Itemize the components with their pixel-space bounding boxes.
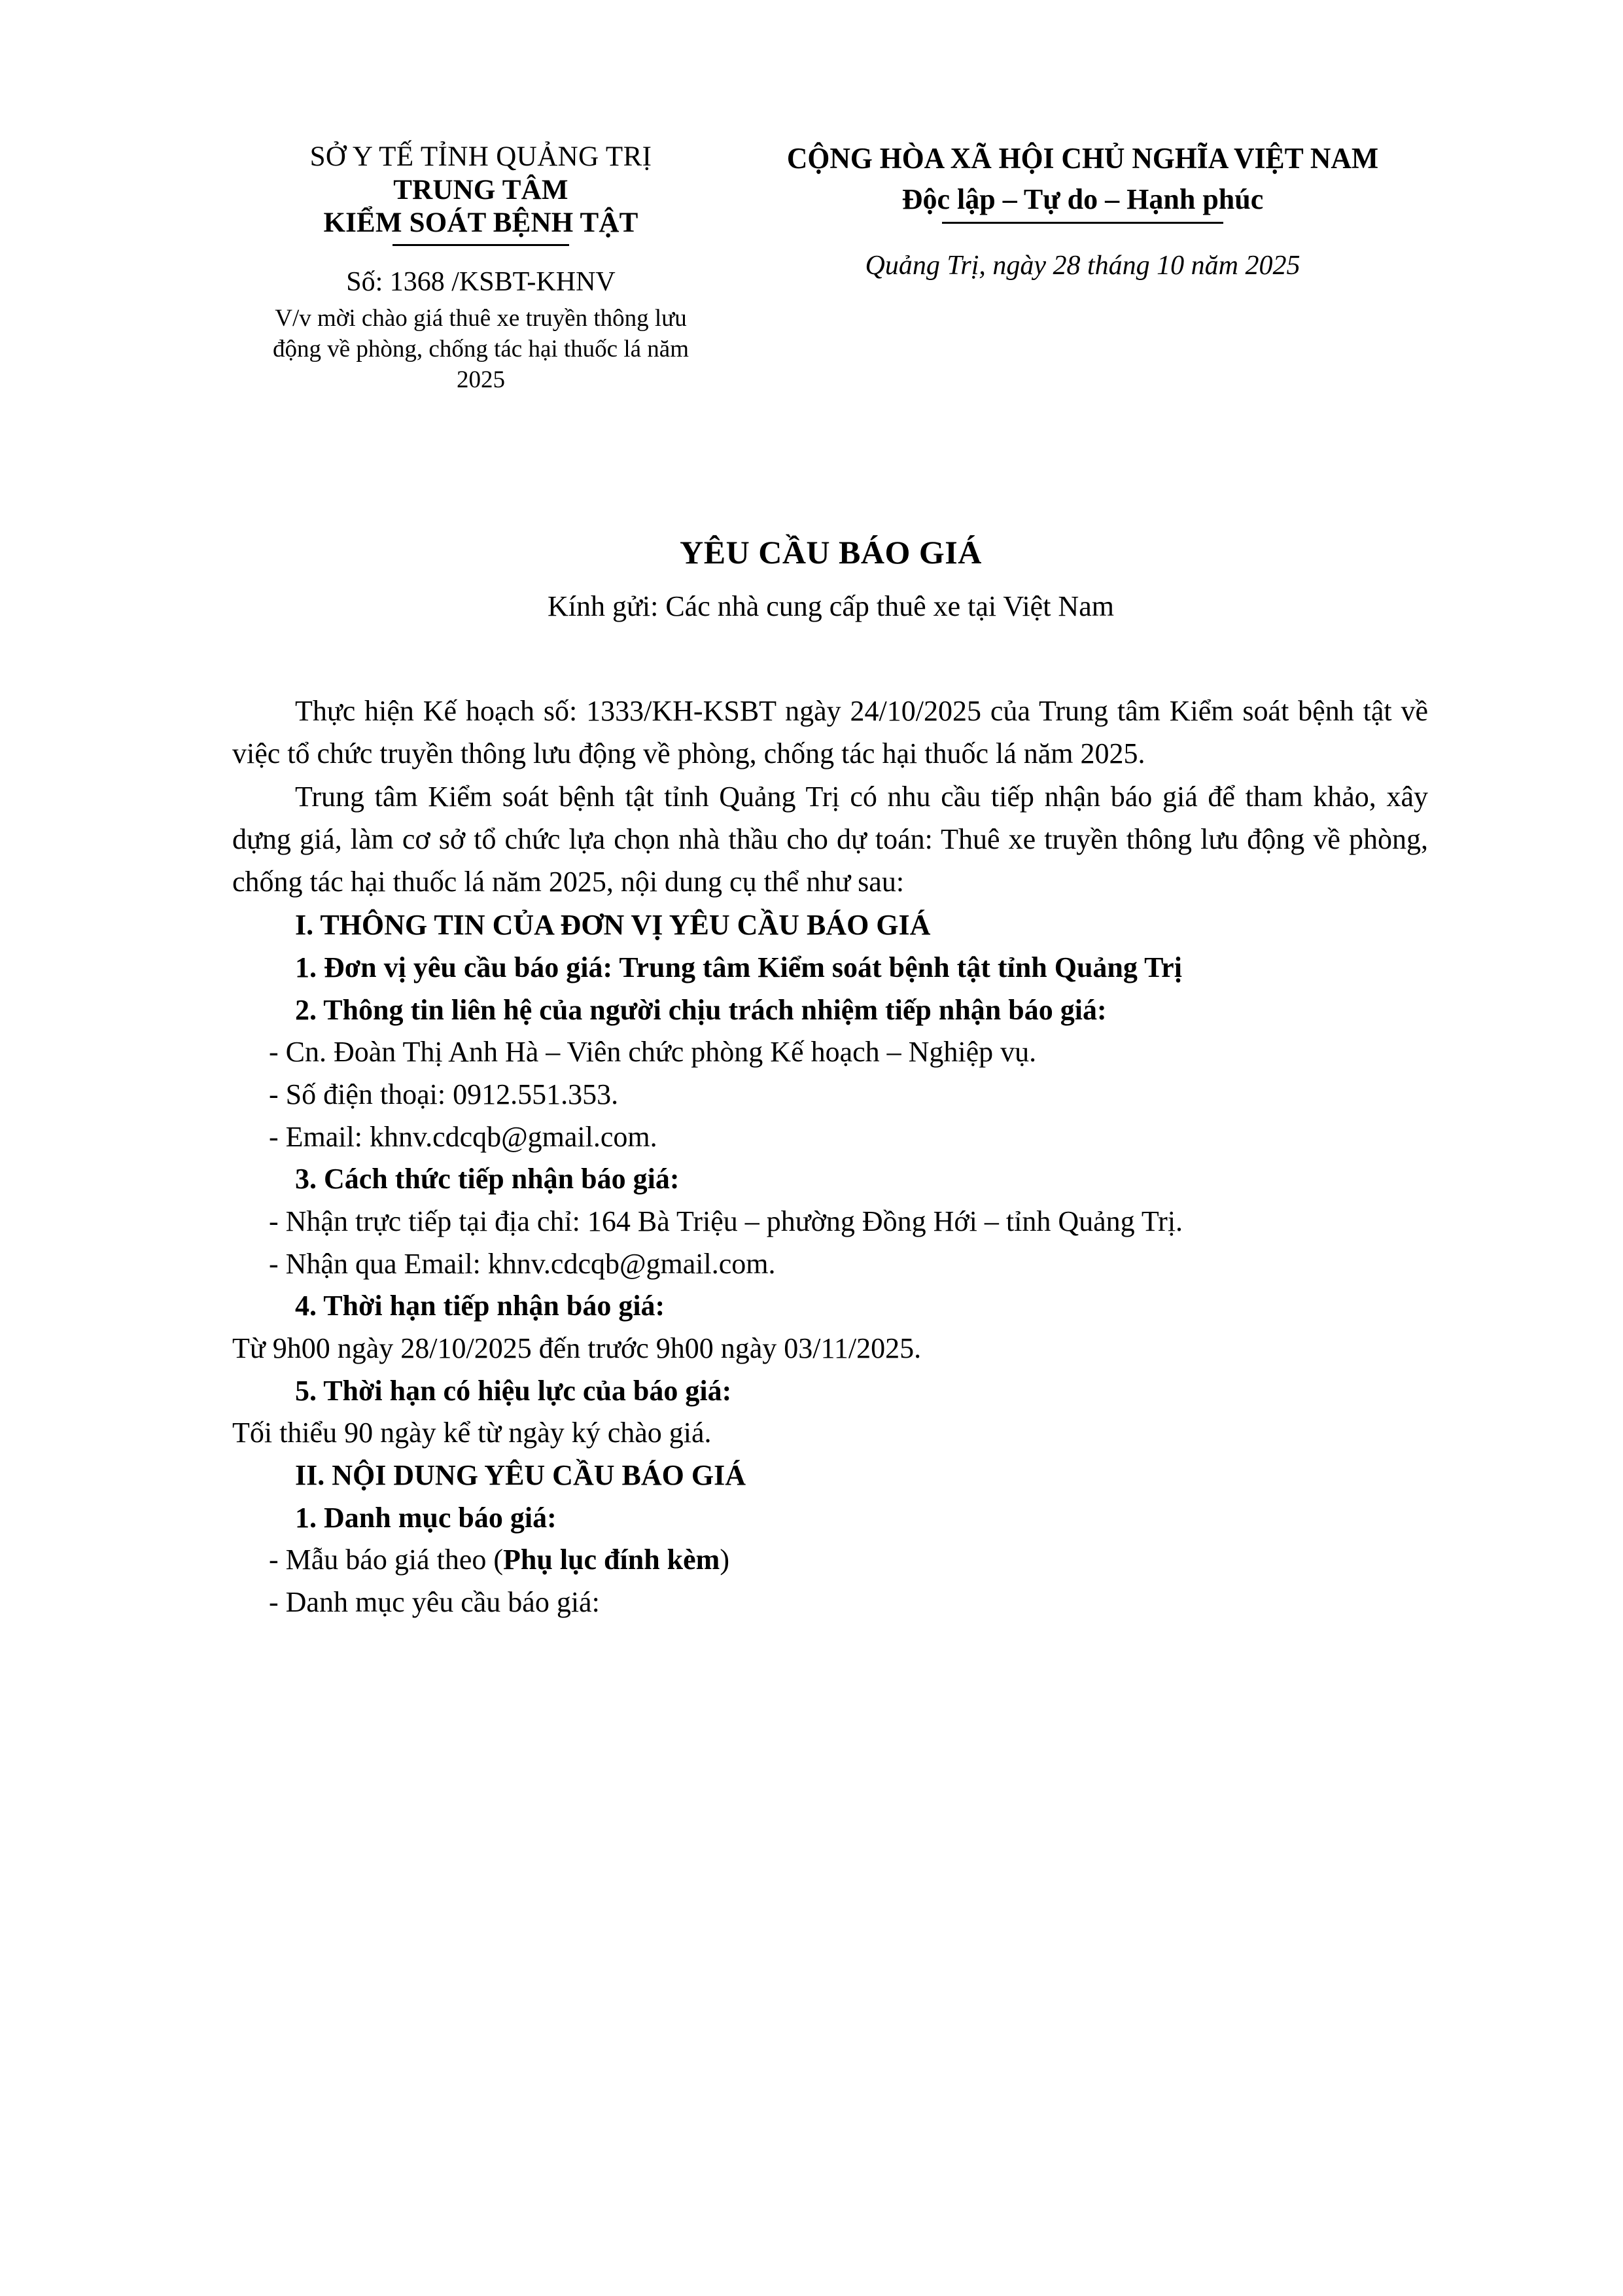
- addressee-line: Kính gửi: Các nhà cung cấp thuê xe tại Việt Nam: [548, 590, 1114, 622]
- contact-person: - Cn. Đoàn Thị Anh Hà – Viên chức phòng Kế hoạch – Nghiệp vụ.: [269, 1036, 1037, 1069]
- national-motto: Độc lập – Tự do – Hạnh phúc: [901, 183, 1264, 215]
- item-3-submission-heading: 3. Cách thức tiếp nhận báo giá:: [295, 1163, 680, 1195]
- appendix-reference: Phụ lục đính kèm: [503, 1544, 720, 1576]
- country-name: CỘNG HÒA XÃ HỘI CHỦ NGHĨA VIỆT NAM: [786, 142, 1379, 175]
- submission-email: - Nhận qua Email: khnv.cdcqb@gmail.com.: [269, 1247, 776, 1280]
- document-subject: V/v mời chào giá thuê xe truyền thông lưu động về phòng, chống tác hại thuốc lá năm 2025: [272, 304, 689, 394]
- header-divider-right: [942, 222, 1223, 224]
- contact-email: - Email: khnv.cdcqb@gmail.com.: [269, 1120, 657, 1153]
- body-paragraph-2: Trung tâm Kiểm soát bệnh tật tỉnh Quảng Trị có nhu cầu tiếp nhận báo giá để tham khảo, xây dựng giá, làm cơ sở tổ chức lựa chọn nhà thầu cho dự toán: Thuê xe truyền thông lưu động về phòng, chống tác hại thuốc lá năm 2025, nội dung cụ thể như sau:: [232, 781, 1428, 898]
- item-ii-1-heading: 1. Danh mục báo giá:: [295, 1501, 557, 1534]
- section-heading-1: I. THÔNG TIN CỦA ĐƠN VỊ YÊU CẦU BÁO GIÁ: [295, 909, 931, 942]
- document-header: [232, 141, 1429, 396]
- place-and-date: Quảng Trị, ngày 28 tháng 10 năm 2025: [865, 251, 1300, 281]
- document-number: Số: 1368 /KSBT-KHNV: [346, 267, 616, 298]
- validity-detail: Tối thiểu 90 ngày kể từ ngày ký chào giá.: [232, 1417, 712, 1449]
- header-divider-left: [393, 244, 569, 246]
- quotation-template-line: [232, 1539, 1428, 1581]
- item-4-deadline-heading: 4. Thời hạn tiếp nhận báo giá:: [295, 1290, 665, 1322]
- section-heading-2: II. NỘI DUNG YÊU CẦU BÁO GIÁ: [295, 1459, 746, 1492]
- body-paragraph-1: Thực hiện Kế hoạch số: 1333/KH-KSBT ngày 24/10/2025 của Trung tâm Kiểm soát bệnh tật về việc tổ chức truyền thông lưu động về phòng, chống tác hại thuốc lá năm 2025.: [232, 695, 1428, 769]
- item-2-contact-heading: 2. Thông tin liên hệ của người chịu trách nhiệm tiếp nhận báo giá:: [295, 993, 1107, 1026]
- issuing-authority-block: [232, 141, 729, 396]
- department-name: SỞ Y TẾ TỈNH QUẢNG TRỊ: [309, 141, 652, 172]
- deadline-detail: Từ 9h00 ngày 28/10/2025 đến trước 9h00 ngày 03/11/2025.: [232, 1332, 922, 1365]
- center-name-line2: KIỂM SOÁT BỆNH TẬT: [323, 207, 638, 239]
- quotation-template-suffix: ): [720, 1544, 729, 1576]
- title-section: [232, 533, 1429, 623]
- item-1-requesting-unit: 1. Đơn vị yêu cầu báo giá: Trung tâm Kiểm soát bệnh tật tỉnh Quảng Trị: [295, 951, 1182, 984]
- submission-address: - Nhận trực tiếp tại địa chỉ: 164 Bà Triệu – phường Đồng Hới – tỉnh Quảng Trị.: [269, 1205, 1183, 1238]
- center-name-line1: TRUNG TÂM: [393, 174, 568, 205]
- quotation-items-line: - Danh mục yêu cầu báo giá:: [269, 1586, 600, 1619]
- item-5-validity-heading: 5. Thời hạn có hiệu lực của báo giá:: [295, 1374, 732, 1407]
- quotation-template-prefix: - Mẫu báo giá theo (: [269, 1544, 503, 1576]
- page-title: YÊU CẦU BÁO GIÁ: [680, 534, 982, 571]
- contact-phone: - Số điện thoại: 0912.551.353.: [269, 1078, 619, 1111]
- document-body: [232, 690, 1428, 1624]
- national-heading-block: [729, 141, 1429, 281]
